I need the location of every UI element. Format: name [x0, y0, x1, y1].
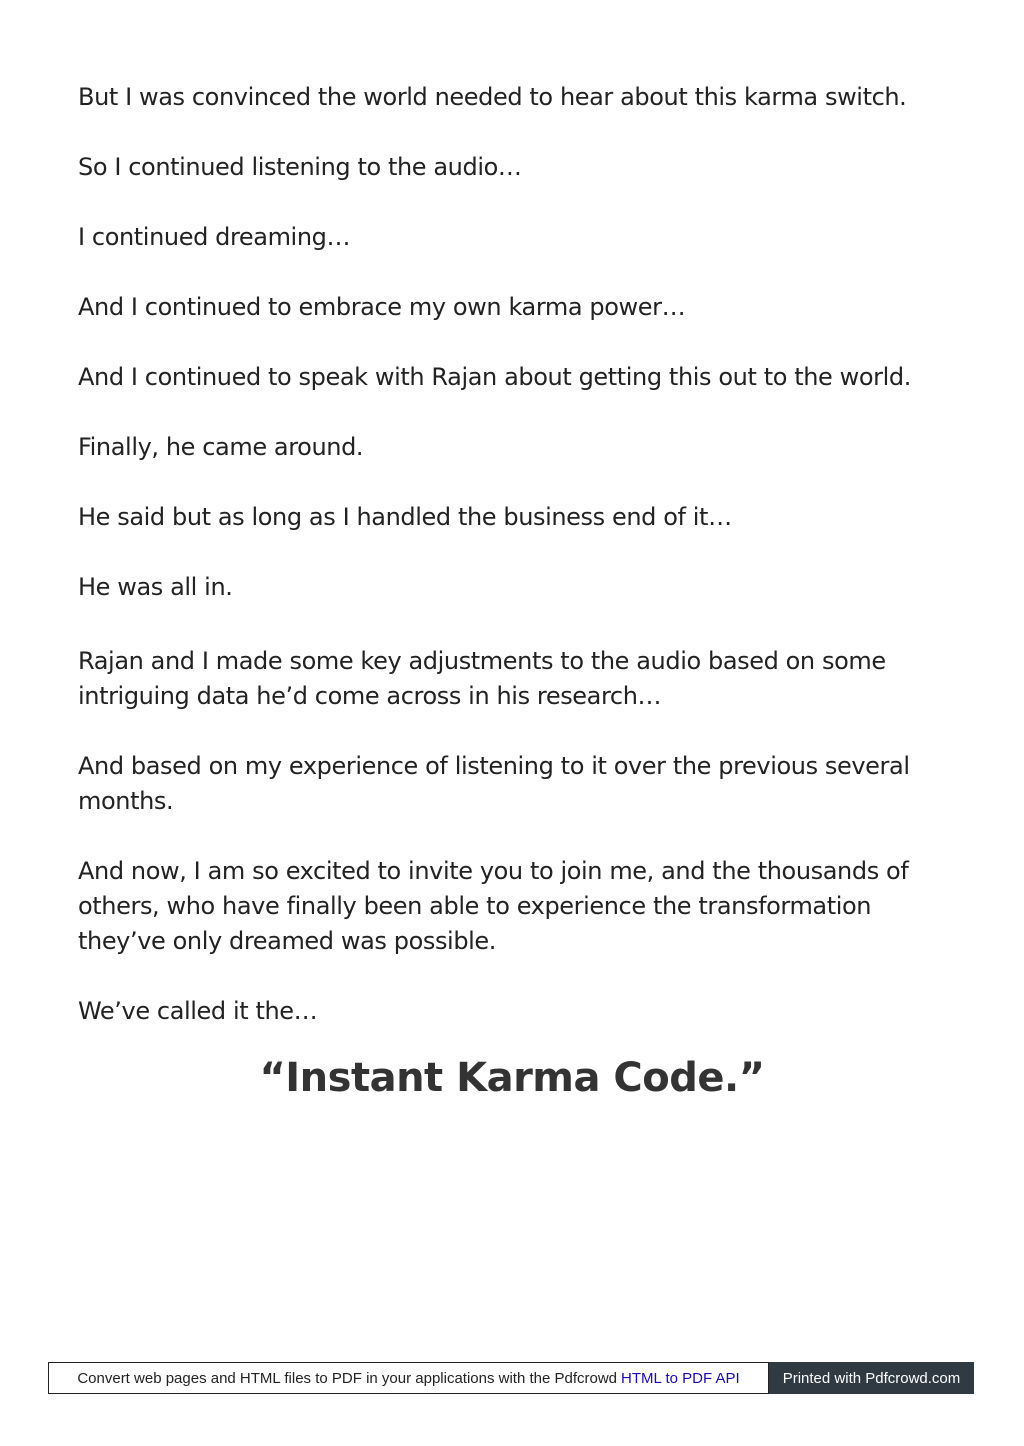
pdfcrowd-footer	[48, 1362, 974, 1394]
paragraph: Rajan and I made some key adjustments to the audio based on some intriguing data he’d come across in his research…	[78, 647, 886, 710]
paragraph: I continued dreaming…	[78, 223, 351, 251]
footer-text: Convert web pages and HTML files to PDF in your applications with the Pdfcrowd	[77, 1369, 618, 1387]
paragraph: He was all in.	[78, 573, 233, 601]
printed-with-badge[interactable]: Printed with Pdfcrowd.com	[769, 1362, 974, 1394]
paragraph: And I continued to embrace my own karma power…	[78, 293, 686, 321]
headline: “Instant Karma Code.”	[259, 1055, 765, 1101]
html-to-pdf-api-link[interactable]: HTML to PDF API	[621, 1369, 740, 1387]
paragraph: And based on my experience of listening to it over the previous several months.	[78, 752, 910, 815]
paragraph: So I continued listening to the audio…	[78, 153, 522, 181]
paragraph: We’ve called it the…	[78, 997, 318, 1025]
footer-notice	[48, 1362, 769, 1394]
paragraph: And I continued to speak with Rajan about getting this out to the world.	[78, 363, 911, 391]
paragraph: He said but as long as I handled the business end of it…	[78, 503, 732, 531]
paragraph: But I was convinced the world needed to hear about this karma switch.	[78, 83, 907, 111]
paragraph: And now, I am so excited to invite you to join me, and the thousands of others, who have finally been able to experience the transformation they’ve only dreamed was possible.	[78, 857, 909, 955]
paragraph: Finally, he came around.	[78, 433, 364, 461]
document-body	[78, 80, 958, 1064]
